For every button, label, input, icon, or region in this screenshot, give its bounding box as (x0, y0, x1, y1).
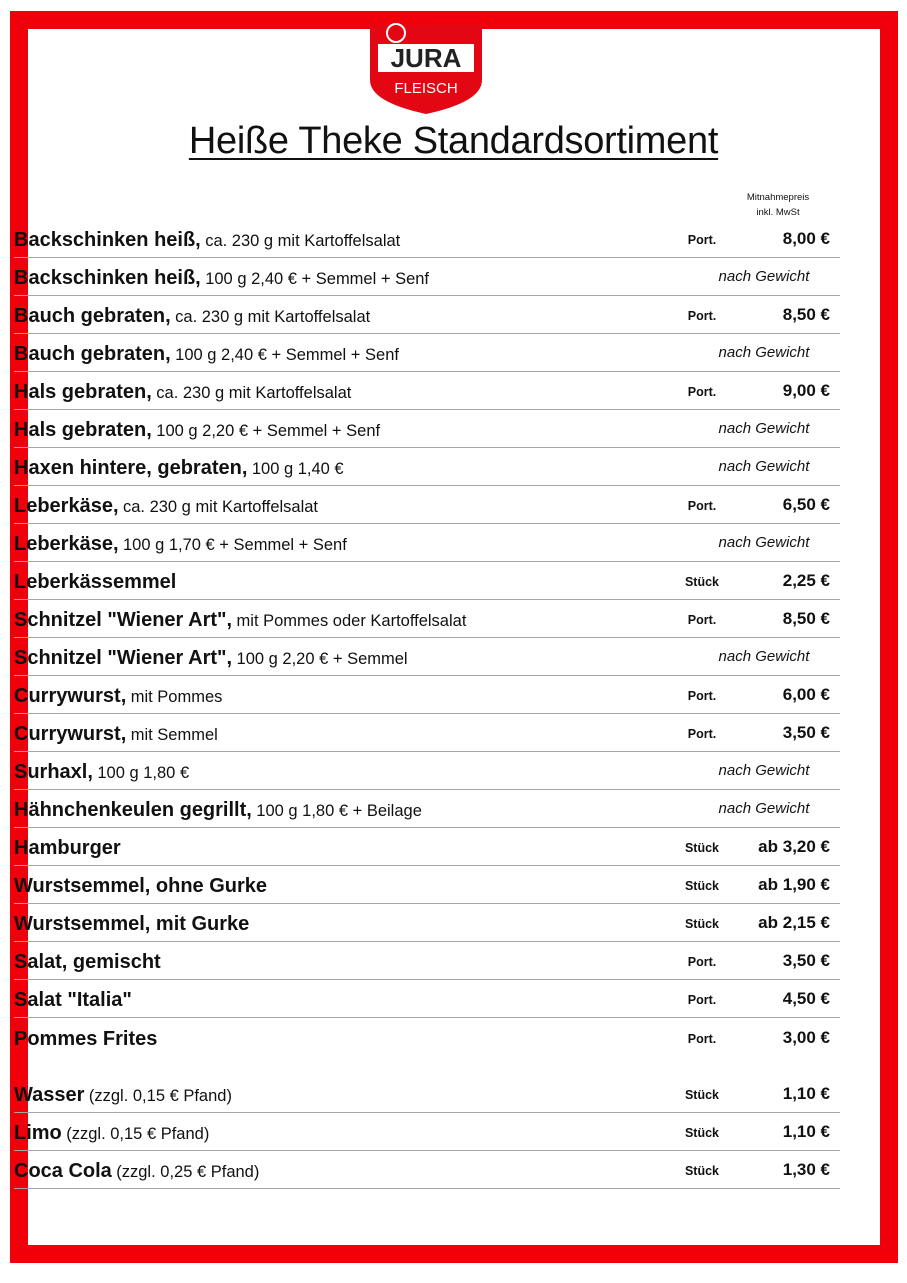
menu-item-unit: Stück (684, 1164, 720, 1178)
menu-item-weight-note: nach Gewicht (718, 762, 810, 779)
menu-item-name: Currywurst, (14, 685, 127, 707)
menu-item-detail: (zzgl. 0,25 € Pfand) (116, 1163, 260, 1181)
menu-item-name: Wurstsemmel, mit Gurke (14, 913, 250, 935)
menu-item-unit: Port. (687, 233, 717, 247)
menu-row (14, 828, 840, 866)
menu-item-name: Hähnchenkeulen gegrillt, (14, 799, 252, 821)
menu-item-unit: Port. (687, 1032, 717, 1046)
menu-item-unit: Stück (684, 575, 720, 589)
menu-item-unit: Stück (684, 917, 720, 931)
menu-item-text (14, 951, 161, 974)
menu-item-name: Wurstsemmel, ohne Gurke (14, 875, 268, 897)
menu-item-name: Surhaxl, (14, 761, 93, 783)
menu-item-weight-note: nach Gewicht (718, 344, 810, 361)
menu-item-price: 3,50 € (782, 951, 830, 970)
menu-row (14, 1018, 840, 1056)
menu-item-text (14, 267, 429, 290)
menu-item-text (14, 533, 347, 556)
menu-item-detail: 100 g 2,20 € + Semmel (236, 650, 408, 668)
menu-item-detail: ca. 230 g mit Kartoffelsalat (175, 308, 371, 326)
menu-item-name: Currywurst, (14, 723, 127, 745)
logo-text-fleisch: FLEISCH (394, 80, 458, 97)
menu-item-name: Limo (14, 1122, 62, 1144)
menu-item-detail: 100 g 2,20 € + Semmel + Senf (156, 422, 381, 440)
menu-row (14, 410, 840, 448)
menu-item-weight-note: nach Gewicht (718, 458, 810, 475)
menu-item-name: Bauch gebraten, (14, 305, 171, 327)
menu-item-weight-note: nach Gewicht (718, 268, 810, 285)
menu-row (14, 980, 840, 1018)
menu-item-name: Haxen hintere, gebraten, (14, 457, 248, 479)
menu-item-price: ab 2,15 € (758, 913, 830, 932)
jura-fleisch-logo (366, 22, 486, 116)
menu-item-text (14, 495, 318, 518)
menu-item-text (14, 761, 189, 784)
menu-item-name: Hals gebraten, (14, 419, 152, 441)
menu-item-unit: Port. (687, 385, 717, 399)
menu-item-unit: Port. (687, 309, 717, 323)
menu-item-text (14, 229, 400, 252)
menu-item-price: 2,25 € (782, 571, 830, 590)
menu-item-name: Schnitzel "Wiener Art", (14, 609, 233, 631)
menu-row (14, 220, 840, 258)
menu-item-price: 1,10 € (782, 1122, 830, 1141)
menu-item-text (14, 381, 351, 404)
menu-item-detail: ca. 230 g mit Kartoffelsalat (122, 498, 319, 516)
logo-text-jura: JURA (390, 43, 462, 73)
menu-row (14, 372, 840, 410)
menu-item-price: 4,50 € (782, 989, 830, 1008)
menu-item-price: 6,50 € (782, 495, 830, 514)
menu-item-text (14, 1084, 232, 1107)
menu-item-detail: mit Pommes (130, 688, 223, 706)
menu-item-unit: Port. (687, 993, 717, 1007)
menu-item-text (14, 647, 408, 670)
menu-row (14, 866, 840, 904)
menu-item-unit: Port. (687, 727, 717, 741)
menu-row (14, 524, 840, 562)
menu-item-name: Leberkäse, (14, 533, 119, 555)
menu-row (14, 752, 840, 790)
menu-row (14, 1075, 840, 1113)
price-header-line2: inkl. MwSt (756, 207, 800, 218)
menu-item-text (14, 799, 422, 822)
menu-item-price: 3,00 € (782, 1028, 830, 1047)
menu-item-weight-note: nach Gewicht (718, 534, 810, 551)
menu-item-name: Backschinken heiß, (14, 229, 201, 251)
menu-item-name: Salat "Italia" (14, 989, 132, 1011)
menu-item-weight-note: nach Gewicht (718, 420, 810, 437)
menu-row (14, 638, 840, 676)
menu-item-text (14, 609, 466, 632)
menu-item-text (14, 343, 399, 366)
menu-item-detail: 100 g 2,40 € + Semmel + Senf (175, 346, 399, 364)
menu-item-name: Hamburger (14, 837, 121, 859)
menu-item-unit: Stück (684, 1088, 720, 1102)
menu-item-unit: Port. (687, 613, 717, 627)
menu-item-detail: (zzgl. 0,15 € Pfand) (88, 1087, 232, 1105)
menu-item-text (14, 913, 249, 936)
menu-item-text (14, 1160, 259, 1183)
menu-item-text (14, 457, 344, 480)
menu-item-name: Leberkässemmel (14, 571, 177, 593)
menu-row (14, 904, 840, 942)
menu-row (14, 258, 840, 296)
menu-row (14, 942, 840, 980)
menu-row (14, 296, 840, 334)
menu-item-text (14, 419, 380, 442)
menu-list (14, 220, 840, 1189)
menu-item-name: Salat, gemischt (14, 951, 161, 973)
menu-item-detail: 100 g 2,40 € + Semmel + Senf (205, 270, 430, 288)
menu-item-detail: ca. 230 g mit Kartoffelsalat (156, 384, 352, 402)
menu-item-unit: Stück (684, 1126, 720, 1140)
menu-item-price: 6,00 € (782, 685, 830, 704)
menu-item-unit: Stück (684, 879, 720, 893)
menu-row (14, 562, 840, 600)
menu-item-detail: mit Semmel (130, 726, 218, 744)
menu-item-text (14, 875, 267, 898)
menu-row (14, 600, 840, 638)
page-title: Heiße Theke Standardsortiment (188, 120, 719, 162)
menu-item-unit: Port. (687, 955, 717, 969)
menu-item-name: Coca Cola (14, 1160, 112, 1182)
menu-item-price: 1,30 € (782, 1160, 830, 1179)
menu-row (14, 334, 840, 372)
menu-item-price: ab 3,20 € (758, 837, 830, 856)
menu-item-detail: ca. 230 g mit Kartoffelsalat (205, 232, 401, 250)
menu-item-text (14, 1122, 209, 1145)
menu-item-price: 3,50 € (782, 723, 830, 742)
menu-item-price: 9,00 € (782, 381, 830, 400)
menu-item-name: Pommes Frites (14, 1028, 158, 1050)
menu-item-detail: mit Pommes oder Kartoffelsalat (236, 612, 467, 630)
menu-item-detail: 100 g 1,80 € + Beilage (256, 802, 422, 820)
menu-item-weight-note: nach Gewicht (718, 800, 810, 817)
menu-row (14, 676, 840, 714)
menu-item-name: Hals gebraten, (14, 381, 152, 403)
menu-row (14, 714, 840, 752)
menu-item-text (14, 989, 132, 1012)
menu-item-price: ab 1,90 € (758, 875, 830, 894)
menu-item-text (14, 723, 218, 746)
menu-item-price: 8,00 € (782, 229, 830, 248)
menu-item-text (14, 305, 370, 328)
price-header (718, 190, 838, 220)
menu-item-price: 1,10 € (782, 1084, 830, 1103)
menu-item-detail: (zzgl. 0,15 € Pfand) (66, 1125, 210, 1143)
menu-row (14, 1113, 840, 1151)
menu-item-name: Schnitzel "Wiener Art", (14, 647, 233, 669)
menu-item-unit: Port. (687, 689, 717, 703)
menu-row (14, 448, 840, 486)
menu-item-unit: Port. (687, 499, 717, 513)
menu-item-text (14, 837, 121, 860)
menu-row (14, 790, 840, 828)
menu-item-detail: 100 g 1,70 € + Semmel + Senf (122, 536, 347, 554)
menu-item-name: Bauch gebraten, (14, 343, 171, 365)
menu-item-text (14, 571, 176, 594)
menu-row (14, 1151, 840, 1189)
menu-item-name: Wasser (14, 1084, 85, 1106)
menu-item-unit: Stück (684, 841, 720, 855)
menu-item-price: 8,50 € (782, 609, 830, 628)
menu-item-name: Leberkäse, (14, 495, 119, 517)
menu-item-name: Backschinken heiß, (14, 267, 201, 289)
menu-item-price: 8,50 € (782, 305, 830, 324)
menu-row (14, 486, 840, 524)
price-header-line1: Mitnahmepreis (746, 192, 810, 203)
menu-item-detail: 100 g 1,40 € (251, 460, 344, 478)
menu-item-weight-note: nach Gewicht (718, 648, 810, 665)
menu-item-detail: 100 g 1,80 € (97, 764, 190, 782)
menu-item-text (14, 685, 222, 708)
menu-item-text (14, 1028, 157, 1051)
